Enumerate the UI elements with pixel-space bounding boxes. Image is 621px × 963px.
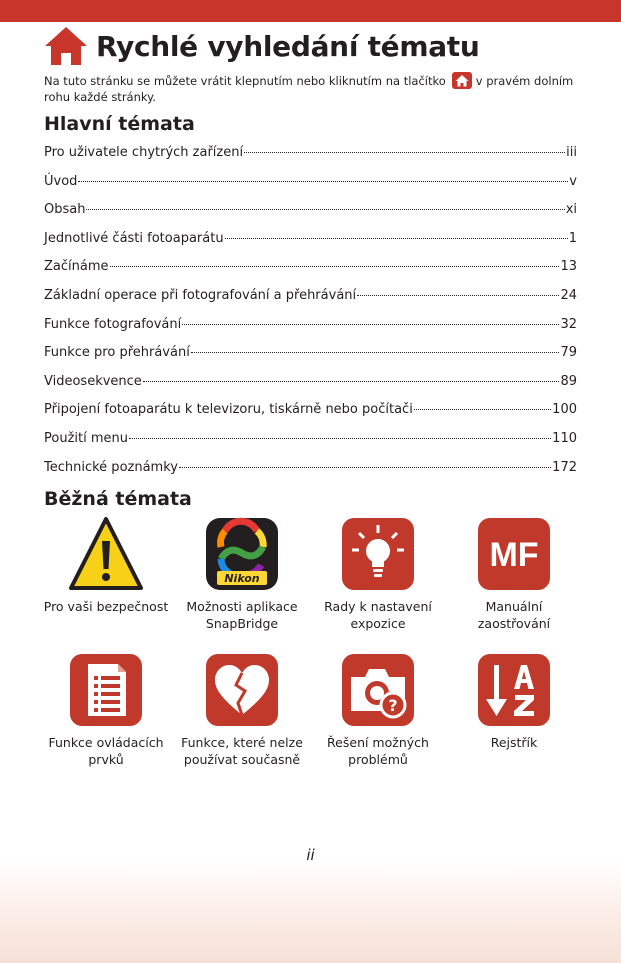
toc-item-basic-operations[interactable] bbox=[44, 283, 577, 312]
topic-index[interactable] bbox=[448, 653, 580, 751]
intro-text bbox=[44, 72, 584, 105]
leader-dots bbox=[86, 209, 564, 210]
toc-item-getting-started[interactable] bbox=[44, 254, 577, 283]
toc-item-contents[interactable] bbox=[44, 197, 577, 226]
main-topics-heading: Hlavní témata bbox=[44, 113, 195, 135]
warning-icon bbox=[69, 517, 143, 591]
toc-item-movies[interactable] bbox=[44, 369, 577, 398]
toc-page-number: 32 bbox=[560, 316, 577, 332]
toc-label: Jednotlivé části fotoaparátu bbox=[44, 230, 224, 246]
leader-dots bbox=[191, 352, 560, 353]
toc-item-smart-devices[interactable] bbox=[44, 140, 577, 169]
toc-label: Videosekvence bbox=[44, 373, 142, 389]
topic-label: Rady k nastavení expozice bbox=[324, 599, 432, 631]
topic-label: Řešení možných problémů bbox=[327, 735, 429, 767]
topic-snapbridge[interactable] bbox=[176, 517, 308, 632]
topic-incompatible-functions[interactable] bbox=[176, 653, 308, 768]
topic-troubleshooting[interactable] bbox=[312, 653, 444, 768]
toc-item-shooting-features[interactable] bbox=[44, 312, 577, 341]
toc-page-number: xi bbox=[565, 202, 577, 218]
toc-label: Obsah bbox=[44, 202, 86, 218]
broken-heart-icon bbox=[205, 653, 279, 727]
toc-page-number: 24 bbox=[560, 287, 577, 303]
leader-dots bbox=[357, 295, 559, 296]
common-topics-heading: Běžná témata bbox=[44, 488, 192, 510]
toc-label: Připojení fotoaparátu k televizoru, tiskárně nebo počítači bbox=[44, 402, 413, 418]
leader-dots bbox=[414, 409, 551, 410]
lightbulb-icon bbox=[341, 517, 415, 591]
index-az-icon bbox=[477, 653, 551, 727]
topic-label: Rejstřík bbox=[490, 735, 538, 750]
leader-dots bbox=[244, 152, 565, 153]
toc-page-number: 79 bbox=[560, 345, 577, 361]
toc-label: Technické poznámky bbox=[44, 459, 178, 475]
leader-dots bbox=[110, 266, 560, 267]
topic-label: Možnosti aplikace SnapBridge bbox=[186, 599, 298, 631]
toc-item-introduction[interactable] bbox=[44, 169, 577, 198]
topic-safety[interactable] bbox=[40, 517, 172, 615]
toc-page-number: 89 bbox=[560, 373, 577, 389]
topic-label: Pro vaši bezpečnost bbox=[43, 599, 169, 614]
leader-dots bbox=[179, 467, 551, 468]
intro-text-after: v pravém dolním rohu každé stránky. bbox=[44, 74, 574, 104]
leader-dots bbox=[143, 381, 560, 382]
toc-item-connecting[interactable] bbox=[44, 397, 577, 426]
toc-item-using-menu[interactable] bbox=[44, 426, 577, 455]
toc-label: Základní operace při fotografování a přehrávání bbox=[44, 287, 357, 303]
home-button-icon bbox=[452, 72, 472, 89]
snapbridge-app-icon bbox=[205, 517, 279, 591]
intro-text-before: Na tuto stránku se můžete vrátit klepnutím nebo kliknutím na tlačítko bbox=[44, 74, 446, 88]
toc-page-number: 110 bbox=[552, 430, 577, 446]
toc-label: Funkce pro přehrávání bbox=[44, 345, 190, 361]
toc-item-playback-features[interactable] bbox=[44, 340, 577, 369]
leader-dots bbox=[182, 324, 559, 325]
leader-dots bbox=[225, 238, 568, 239]
page-title: Rychlé vyhledání tématu bbox=[96, 29, 480, 63]
toc-item-camera-parts[interactable] bbox=[44, 226, 577, 255]
toc-page-number: 100 bbox=[552, 402, 577, 418]
toc-label: Začínáme bbox=[44, 259, 109, 275]
camera-question-icon bbox=[341, 653, 415, 727]
main-topics-list bbox=[44, 140, 577, 483]
list-icon bbox=[69, 653, 143, 727]
toc-page-number: iii bbox=[566, 145, 577, 160]
top-accent-bar bbox=[0, 0, 621, 22]
toc-page-number: 13 bbox=[560, 259, 577, 275]
leader-dots bbox=[129, 438, 551, 439]
topic-label: Manuální zaostřování bbox=[477, 599, 551, 631]
svg-text:?: ? bbox=[388, 696, 398, 715]
topic-label: Funkce, které nelze používat současně bbox=[181, 735, 303, 767]
toc-label: Pro uživatele chytrých zařízení bbox=[44, 145, 244, 160]
toc-page-number: v bbox=[569, 173, 577, 189]
nikon-logo-text: Nikon bbox=[224, 572, 260, 585]
home-icon bbox=[44, 26, 88, 66]
page-number: ii bbox=[306, 846, 315, 864]
manual-focus-icon bbox=[477, 517, 551, 591]
toc-page-number: 1 bbox=[568, 230, 577, 246]
toc-label: Úvod bbox=[44, 173, 78, 189]
topic-label: Funkce ovládacích prvků bbox=[48, 735, 164, 767]
topic-exposure-tips[interactable] bbox=[312, 517, 444, 632]
mf-logo-text: MF bbox=[489, 536, 539, 574]
toc-label: Funkce fotografování bbox=[44, 316, 182, 332]
topic-controls[interactable] bbox=[40, 653, 172, 768]
topic-manual-focus[interactable] bbox=[448, 517, 580, 632]
leader-dots bbox=[78, 181, 568, 182]
toc-page-number: 172 bbox=[552, 459, 577, 475]
toc-label: Použití menu bbox=[44, 430, 128, 446]
toc-item-technical-notes[interactable] bbox=[44, 455, 577, 484]
page-header bbox=[44, 26, 480, 66]
